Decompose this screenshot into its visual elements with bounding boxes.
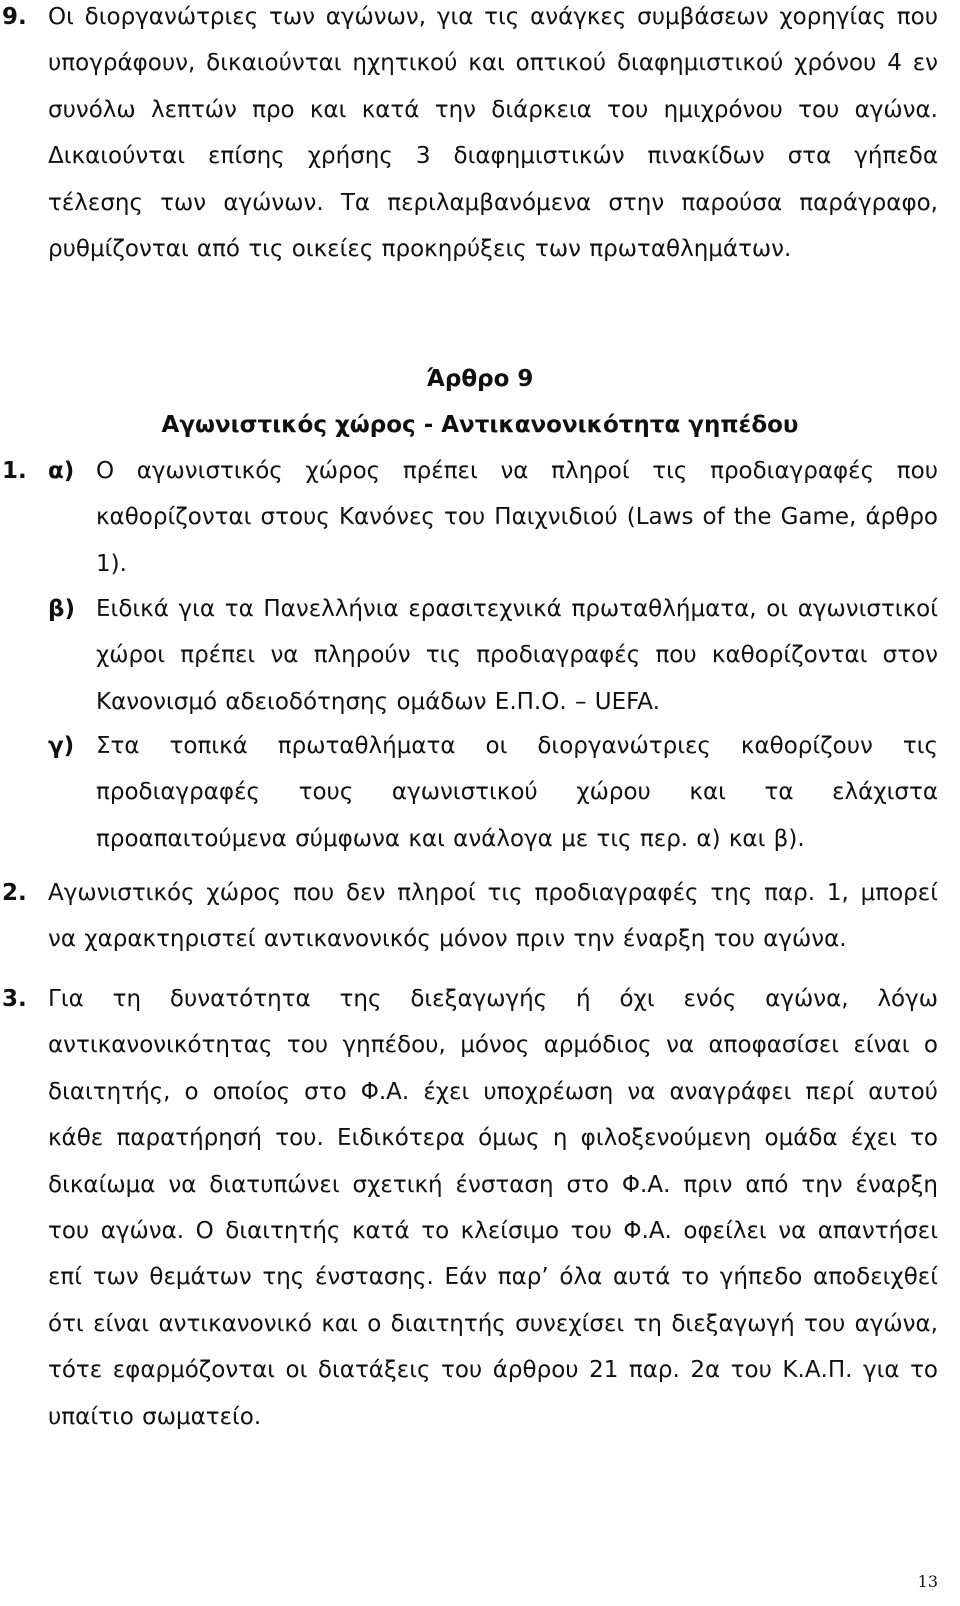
paragraph-number: 3.: [2, 986, 27, 1012]
article-heading: Άρθρο 9: [426, 366, 534, 392]
paragraph-number: 9.: [2, 4, 27, 30]
paragraph-number: 2.: [2, 880, 27, 906]
paragraph-text: Οι διοργανώτριες των αγώνων, για τις ανάγκες συμβάσεων χορηγίας που υπογράφουν, δικαιούνται ηχητικού και οπτικού διαφημιστικού χρόνου 4 εν συνόλω λεπτών προ και κατά την διάρκεια του ημιχρόνου του αγώνα. Δικαιούνται επίσης χρήσης 3 διαφημιστικών πινακίδων στα γήπεδα τέλεσης των αγώνων. Τα περιλαμβανόμενα στην παρούσα παράγραφο, ρυθμίζονται από τις οικείες προκηρύξεις των πρωταθλημάτων.: [48, 4, 938, 263]
paragraph-text: Για τη δυνατότητα της διεξαγωγής ή όχι ενός αγώνα, λόγω αντικανονικότητας του γηπέδου, μόνος αρμόδιος να αποφασίσει είναι ο διαιτητής, ο οποίος στο Φ.Α. έχει υποχρέωση να αναγράφει περί αυτού κάθε παρατήρησή του. Ειδικότερα όμως η φιλοξενούμενη ομάδα έχει το δικαίωμα να διατυπώνει σχετική ένσταση στο Φ.Α. πριν από την έναρξη του αγώνα. Ο διαιτητής κατά το κλείσιμο του Φ.Α. οφείλει να απαντήσει επί των θεμάτων της ένστασης. Εάν παρ’ όλα αυτά το γήπεδο αποδειχθεί ότι είναι αντικανονικό και ο διαιτητής συνεχίσει τη διεξαγωγή του αγώνα, τότε εφαρμόζονται οι διατάξεις του άρθρου 21 παρ. 2α του Κ.Α.Π. για το υπαίτιο σωματείο.: [48, 986, 938, 1430]
item-text: Στα τοπικά πρωταθλήματα οι διοργανώτριες καθορίζουν τις προδιαγραφές τους αγωνιστικού χώρου και τα ελάχιστα προαπαιτούμενα σύμφωνα και ανάλογα με τις περ. α) και β).: [96, 733, 938, 852]
item-label: γ): [48, 733, 75, 759]
page-number: 13: [917, 1572, 938, 1591]
item-text: Ειδικά για τα Πανελλήνια ερασιτεχνικά πρωταθλήματα, οι αγωνιστικοί χώροι πρέπει να πληρούν τις προδιαγραφές που καθορίζονται στον Κανονισμό αδειοδότησης ομάδων Ε.Π.Ο. – UEFA.: [96, 596, 938, 715]
paragraph-number: 1.: [2, 458, 27, 484]
article-subtitle: Αγωνιστικός χώρος - Αντικανονικότητα γηπέδου: [161, 412, 799, 438]
item-label: α): [48, 458, 75, 484]
item-label: β): [48, 596, 75, 622]
paragraph-text: Αγωνιστικός χώρος που δεν πληροί τις προδιαγραφές της παρ. 1, μπορεί να χαρακτηριστεί αντικανονικός μόνον πριν την έναρξη του αγώνα.: [48, 880, 938, 953]
item-text: Ο αγωνιστικός χώρος πρέπει να πληροί τις προδιαγραφές που καθορίζονται στους Κανόνες του Παιχνιδιού (Laws of the Game, άρθρο 1).: [96, 458, 938, 577]
